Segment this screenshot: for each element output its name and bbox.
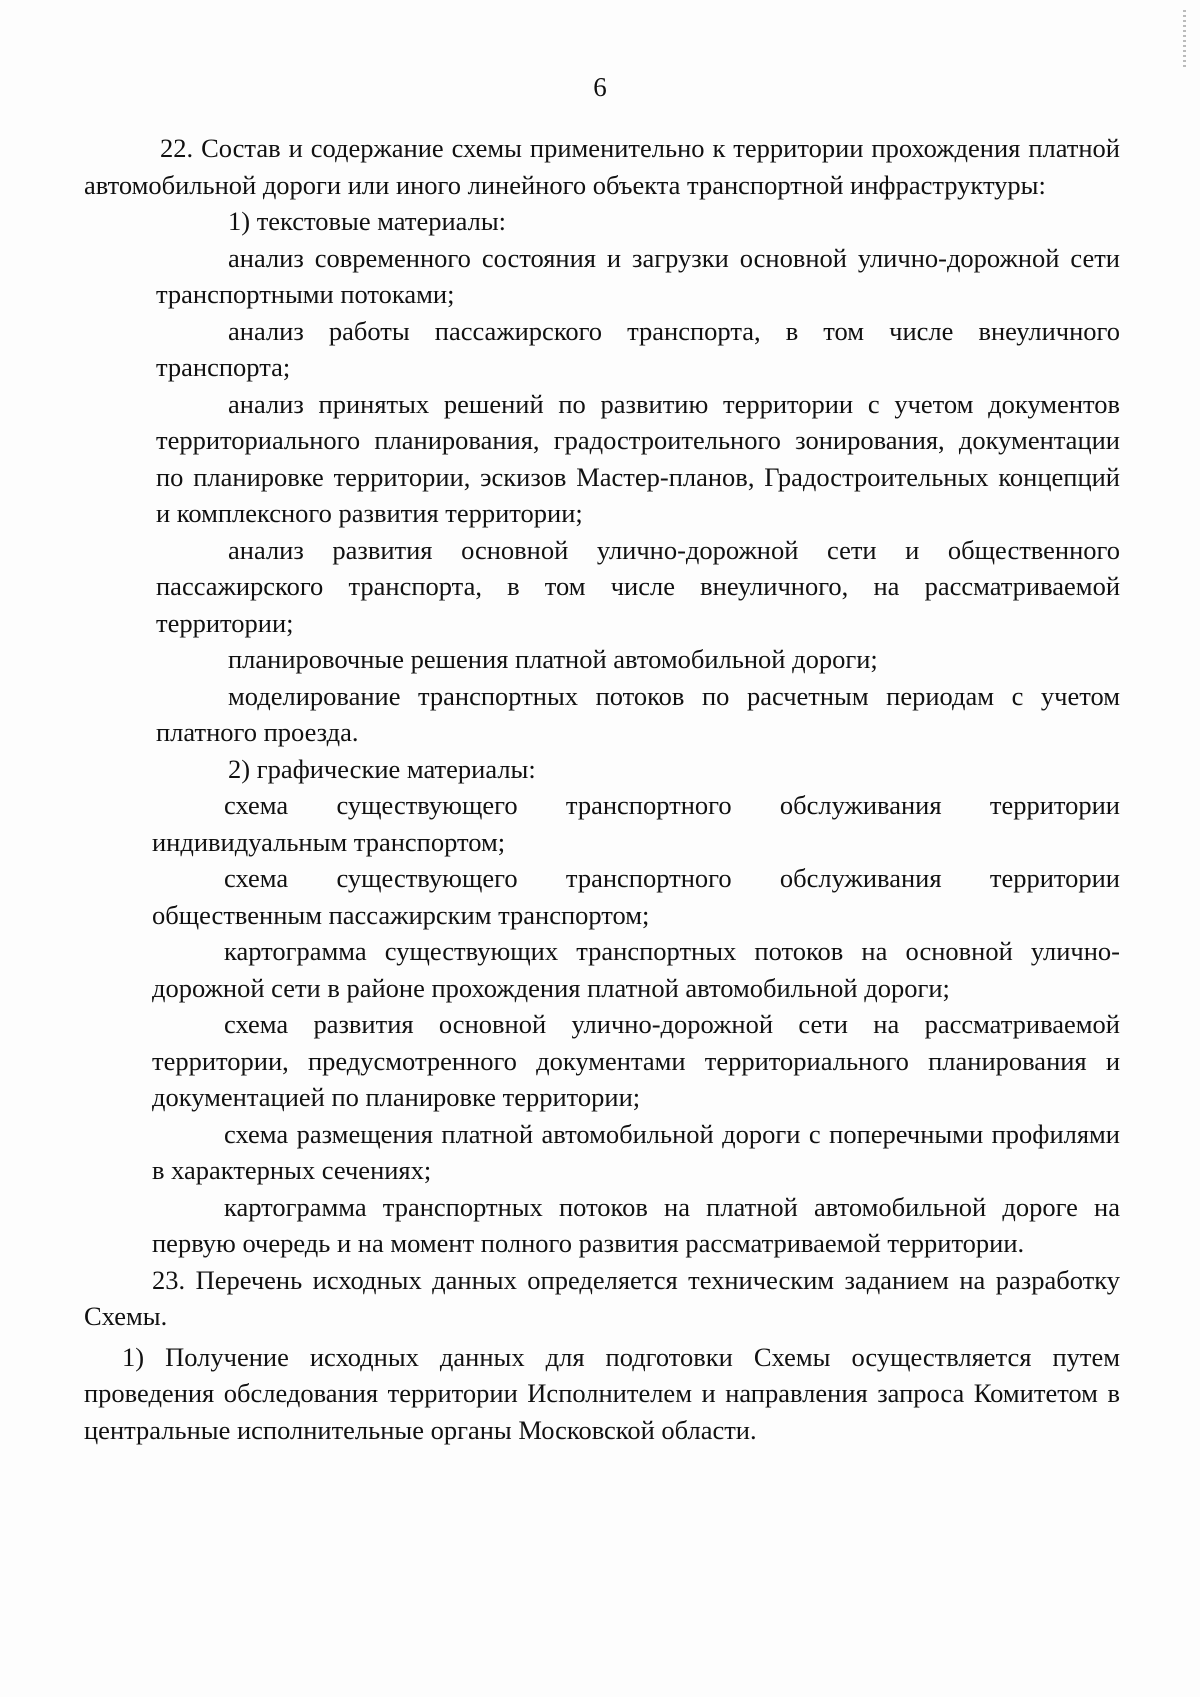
graphic-material-item: схема существующего транспортного обслуживания территории общественным пассажирским транспортом; (152, 863, 1120, 930)
graphic-material-item: картограмма существующих транспортных потоков на основной улично-дорожной сети в районе прохождения платной автомобильной дороги; (152, 936, 1120, 1003)
graphic-material-item: картограмма транспортных потоков на платной автомобильной дороге на первую очередь и на момент полного развития рассматриваемой территории. (152, 1191, 1120, 1258)
graphic-material-item: схема существующего транспортного обслуживания территории индивидуальным транспортом; (152, 790, 1120, 857)
text-material-item: анализ принятых решений по развитию территории с учетом документов территориального планирования, градостроительного зонирования, документации по планировке территории, эскизов Мастер-планов, Градостроительных концепций и комплексного развития территории; (156, 388, 1120, 528)
section-23-item-1: 1) Получение исходных данных для подготовки Схемы осуществляется путем проведения обследования территории Исполнителем и направления запроса Комитетом в центральные исполнительные органы Московской области. (84, 1341, 1120, 1445)
page-number: 6 (593, 72, 607, 102)
text-materials-heading: 1) текстовые материалы: (228, 206, 507, 236)
section-22-graphics (152, 751, 1120, 1262)
text-material-item: анализ современного состояния и загрузки основной улично-дорожной сети транспортными потоками; (156, 242, 1120, 309)
graphic-materials-heading: 2) графические материалы: (228, 753, 536, 784)
graphic-material-item: схема развития основной улично-дорожной сети на рассматриваемой территории, предусмотренного документами территориального планирования и документацией по планировке территории; (152, 1009, 1120, 1112)
text-material-item: анализ развития основной улично-дорожной сети и общественного пассажирского транспорта, в том числе внеуличного, на рассматриваемой территории; (156, 534, 1120, 638)
text-material-item: планировочные решения платной автомобильной дороги; (228, 644, 878, 674)
section-23-intro: 23. Перечень исходных данных определяется техническим заданием на разработку Схемы. (84, 1264, 1120, 1331)
section-22-list (156, 203, 1120, 751)
text-material-item: моделирование транспортных потоков по расчетным периодам с учетом платного проезда. (156, 680, 1120, 747)
text-material-item: анализ работы пассажирского транспорта, в том числе внеуличного транспорта; (156, 315, 1120, 382)
document-body (84, 130, 1120, 1448)
graphic-material-item: схема размещения платной автомобильной дороги с поперечными профилями в характерных сечениях; (152, 1118, 1120, 1185)
section-22-intro: 22. Состав и содержание схемы применительно к территории прохождения платной автомобильной дороги или иного линейного объекта транспортной инфраструктуры: (84, 133, 1120, 200)
scan-artifact (1183, 10, 1186, 70)
